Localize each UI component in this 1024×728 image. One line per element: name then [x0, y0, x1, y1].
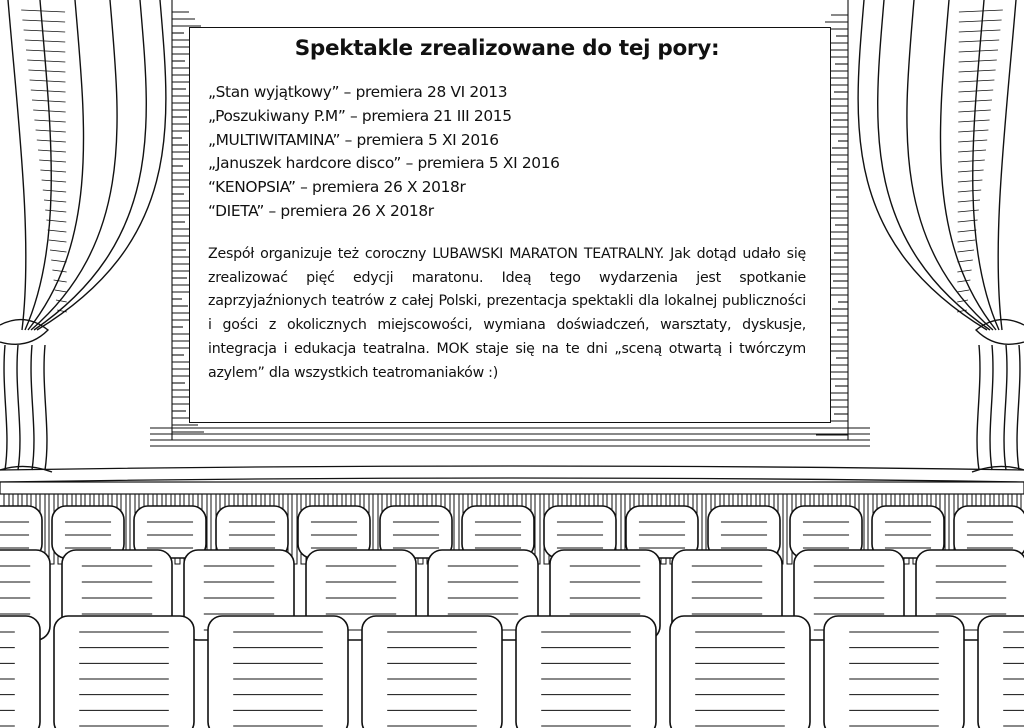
board-title: Spektakle zrealizowane do tej pory: [294, 36, 720, 61]
board-paragraph: Zespół organizuje też coroczny LUBAWSKI MARATON TEATRALNY. Jak dotąd udało się zrealizować pięć edycji maratonu. Ideą tego wydarzenia jest spotkanie zaprzyjaźnionych teatrów z całej Polski, prezentacja spektakli dla lokalnej publiczności i gości z okolicznych miejscowości, wymiana doświadczeń, warsztaty, dyskusje, integracja i edukacja teatralna. MOK staje się na te dni „sceną otwartą i twórczym azylem” dla wszystkich teatromaniaków :) [208, 245, 806, 381]
show-item: „Poszukiwany P.M” – premiera 21 III 2015 [208, 106, 512, 125]
text-board [190, 28, 830, 422]
show-item: „Stan wyjątkowy” – premiera 28 VI 2013 [208, 83, 508, 101]
left-curtain [0, 0, 166, 472]
shows-list [208, 81, 806, 224]
right-curtain [858, 0, 1024, 472]
show-item: „MULTIWITAMINA” – premiera 5 XI 2016 [208, 130, 499, 149]
show-item: “DIETA” – premiera 26 X 2018r [208, 201, 434, 220]
stage-floor [0, 466, 1024, 482]
audience-seats [0, 506, 1024, 728]
show-item: „Januszek hardcore disco” – premiera 5 XI 2016 [208, 154, 560, 173]
show-item: “KENOPSIA” – premiera 26 X 2018r [208, 178, 466, 197]
